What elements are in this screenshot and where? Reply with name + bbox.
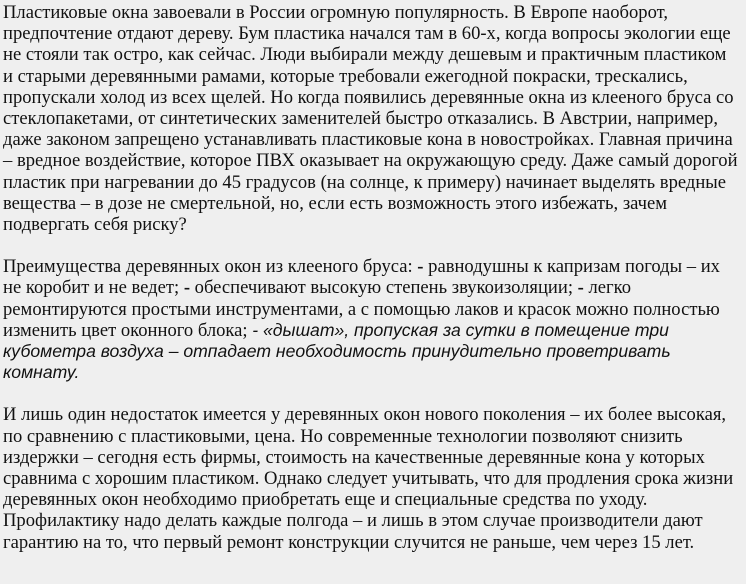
paragraph-advantages [3, 256, 738, 383]
list-dash: - [577, 277, 584, 299]
list-dash: - [183, 277, 191, 299]
list-item: обеспечивают высокую степень звукоизоляции; [190, 277, 578, 299]
paragraph-intro: Пластиковые окна завоевали в России огромную популярность. В Европе наоборот, предпочтение отдают дереву. Бум пластика начался там в 60-х, когда вопросы экологии еще не стояли так остро, как сейчас. Люди выбирали между дешевым и практичным пластиком и старыми деревянными рамами, которые требовали ежегодной покраски, трескались, пропускали холод из всех щелей. Но когда появились деревянные окна из клееного бруса со стеклопакетами, от синтетических заменителей быстро отказались. В Австрии, например, даже законом запрещено устанавливать пластиковые кона в новостройках. Главная причина – вредное воздействие, которое ПВХ оказывает на окружающую среду. Даже самый дорогой пластик при нагревании до 45 градусов (на солнце, к примеру) начинает выделять вредные вещества – в дозе не смертельной, но, если есть возможность этого избежать, зачем подвергать себя риску? [3, 2, 738, 236]
paragraph-drawback: И лишь один недостаток имеется у деревянных окон нового поколения – их более высокая, по сравнению с пластиковыми, цена. Но современные технологии позволяют снизить издержки – сегодня есть фирмы, стоимость на качественные деревянные кона у которых сравнима с хорошим пластиком. Однако следует учитывать, что для продления срока жизни деревянных окон необходимо приобретать еще и специальные средства по уходу. Профилактику надо делать каждые полгода – и лишь в этом случае производители дают гарантию на то, что первый ремонт конструкции случится не раньше, чем через 15 лет. [3, 404, 734, 553]
list-item-emphasized: - «дышат», пропуская за сутки в помещение три кубометра воздуха – отпадает необходимость принудительно проветривать комнату. [3, 319, 671, 383]
list-item: равнодушны к капризам погоды – их не коробит и не ведет; [3, 256, 720, 299]
list-dash: - [417, 256, 424, 278]
advantages-intro: Преимущества деревянных окон из клееного бруса: [3, 256, 418, 278]
list-item: легко ремонтируются простыми инструментами, а с помощью лаков и красок можно полностью изменить цвет оконного блока; [3, 277, 720, 341]
